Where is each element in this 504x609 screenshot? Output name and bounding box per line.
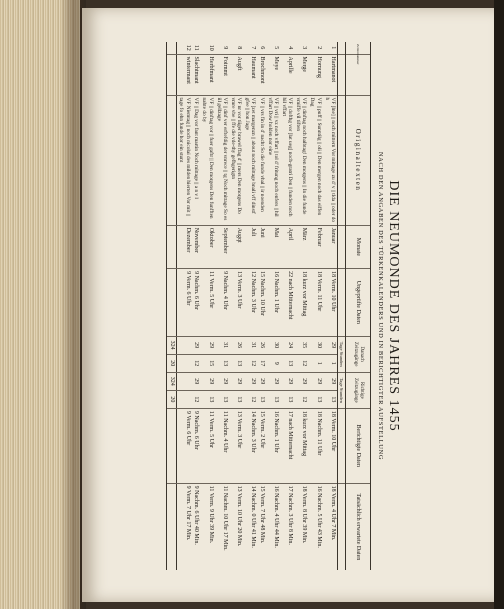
month-name: Augqt <box>229 225 243 268</box>
month-name: Juni <box>257 225 266 268</box>
totals-row <box>167 42 177 570</box>
danach-hours: 12 <box>192 354 201 372</box>
richtige-days: 29 <box>308 372 322 390</box>
danach-days: 26 <box>257 336 266 354</box>
richtige-days: 29 <box>323 372 338 390</box>
month-old-name: Hartmanot <box>323 54 338 95</box>
corrected-date: 18 Nachm. 11 Uhr <box>308 408 322 483</box>
page-title: DIE NEUMONDE DES JAHRES 1455 <box>386 180 401 432</box>
row-number: 5 <box>273 46 280 50</box>
col-original-header: Originaltexten <box>346 95 371 225</box>
total-empty <box>167 54 177 95</box>
corrected-date: 16 Nachm. 1 Uhr <box>266 408 280 483</box>
corrected-date: 18 Verm. 10 Uhr <box>323 408 338 483</box>
danach-days: 29 <box>323 336 338 354</box>
table-row <box>294 42 308 570</box>
actual-date: 14 Nachm. 0 Uhr 41 Min. <box>243 483 257 570</box>
total-empty <box>167 269 177 337</box>
subheader-empty <box>337 408 345 483</box>
corrected-date: 9 Verm. 6 Uhr <box>177 408 192 483</box>
subheader-empty <box>337 54 345 95</box>
richtige-days: 29 <box>257 372 266 390</box>
danach-subheader: Tage Stunden <box>337 336 345 372</box>
month-old-name: wintermant <box>177 54 192 95</box>
actual-date: 18 Verm. 8 Uhr 39 Min. <box>294 483 308 570</box>
col-richtige-header: Richtige Zeitzugänge <box>346 372 371 408</box>
danach-hours: 17 <box>257 354 266 372</box>
table-body <box>167 42 337 570</box>
month-name: Januar <box>323 225 338 268</box>
unchecked-date: 16 Nachm. 1 Uhr <box>266 269 280 337</box>
danach-days: 31 <box>243 336 257 354</box>
subheader-empty <box>337 483 345 570</box>
month-name: Februar <box>308 225 322 268</box>
richtige-days: 29 <box>192 372 201 390</box>
month-name: Dezember <box>177 225 192 268</box>
row-number: 11 <box>193 44 200 51</box>
unchecked-date: 18 Verm. 10 Uhr <box>323 269 338 337</box>
danach-hours: 13 <box>229 354 243 372</box>
table-row <box>243 42 257 570</box>
richtige-hours: 13 <box>229 390 243 408</box>
table-row <box>192 42 201 570</box>
row-number: 12 <box>184 44 191 51</box>
unchecked-date: 9 Nachm. 4 Uhr <box>215 269 229 337</box>
row-number: 1 <box>329 46 336 50</box>
total-empty <box>167 42 177 54</box>
month-old-name: Hornung <box>308 54 322 95</box>
danach-hours <box>177 354 192 372</box>
danach-days: 29 <box>200 336 214 354</box>
original-text: VF || dinf ver erftefdig der vnrece || tg Noch mittage So es iil gellzage <box>215 95 229 225</box>
col-unchecked-header: Ungeprüfte Daten <box>346 269 371 337</box>
original-text: VF || Dag vor fant martin Noch mittage || a n v l <box>192 95 201 225</box>
richtige-hours: 13 <box>308 390 322 408</box>
actual-date: 13 Verm. 10 Uhr 20 Min. <box>229 483 243 570</box>
danach-hours: 15 <box>200 354 214 372</box>
danach-hours: 1 <box>323 354 338 372</box>
month-old-name: Foirnmt <box>215 54 229 95</box>
table-row <box>257 42 266 570</box>
col-month-header: Monate <box>346 225 371 268</box>
unchecked-date: 9 Verm. 6 Uhr <box>177 269 192 337</box>
unchecked-date: 11 Verm. 5 Uhr <box>200 269 214 337</box>
richtige-hours: 13 <box>323 390 338 408</box>
month-name: September <box>215 225 229 268</box>
table-row <box>215 42 229 570</box>
original-text: VF || puff || Sunntilg || oli || Den mergen noch das eiffen Dag <box>308 95 322 225</box>
danach-days: 35 <box>294 336 308 354</box>
month-name: Juli <box>243 225 257 268</box>
corrected-date: 11 Verm. 5 Uhr <box>200 408 214 483</box>
original-text: VF || vrs fin in d' nacht So die funde vhal || ir noenden <box>257 95 266 225</box>
row-number: 9 <box>221 46 228 50</box>
original-text: VF Niemtag || noch nicolai des milden hierten Vor mit || tage fo ehn funde hor ein stunt <box>177 95 192 225</box>
richtige-hours: 12 <box>294 390 308 408</box>
richtige-hours: 13 <box>280 390 294 408</box>
total-d1: 324 <box>167 336 177 354</box>
row-number: 4 <box>287 46 294 50</box>
richtige-days: 29 <box>243 372 257 390</box>
richtige-days: 29 <box>200 372 214 390</box>
actual-date: 16 Nachm. 4 Uhr 44 Min. <box>266 483 280 570</box>
danach-days: 24 <box>280 336 294 354</box>
danach-days <box>177 336 192 354</box>
total-empty <box>167 408 177 483</box>
danach-hours: 12 <box>294 354 308 372</box>
col-danach-header: Danach Zeitzugänge <box>346 336 371 372</box>
actual-date: 9 Nachm. 6 Uhr 40 Min. <box>192 483 201 570</box>
richtige-subheader: Tage Stunden <box>337 372 345 408</box>
danach-days: 26 <box>229 336 243 354</box>
danach-hours: 1 <box>308 354 322 372</box>
unchecked-date: 22 nach Mitternacht <box>280 269 294 337</box>
total-empty <box>167 483 177 570</box>
month-old-name: Brochmont <box>257 54 266 95</box>
actual-date: 18 Verm. 4 Uhr 7 Min. <box>323 483 338 570</box>
newmoon-table <box>166 42 371 570</box>
richtige-days <box>177 372 192 390</box>
month-old-name: Augft <box>229 54 243 95</box>
col-num-header: Zeilennummer <box>346 42 371 54</box>
month-name: April <box>280 225 294 268</box>
month-old-name: Herbfmant <box>200 54 214 95</box>
month-old-name: Merge <box>294 54 308 95</box>
actual-date: 9 Verm. 7 Uhr 17 Min. <box>177 483 192 570</box>
month-name: März <box>294 225 308 268</box>
original-text: VF [zet margenzn || about noch mittage bnali vff dinstf gfee || hon Jage <box>243 95 257 225</box>
richtige-days: 29 <box>280 372 294 390</box>
corrected-date: 13 Verm. 3 Uhr <box>229 408 243 483</box>
richtige-hours: 13 <box>266 390 280 408</box>
row-number: 2 <box>315 46 322 50</box>
richtige-hours: 13 <box>257 390 266 408</box>
table-row <box>229 42 243 570</box>
original-text: VF nr vor tiiger brawel ffag d' || mers Den morgens Do vmre vbe || ffe die vde-thy gefhgerigtn <box>229 95 243 225</box>
corrected-date: 15 Verm. 2 Uhr <box>257 408 266 483</box>
month-name: November <box>192 225 201 268</box>
unchecked-date: 9 Nachm. 6 Uhr <box>192 269 201 337</box>
subheader-empty <box>337 269 345 337</box>
row-number: 8 <box>235 46 242 50</box>
unchecked-date: 12 Nachm. 3 Uhr <box>243 269 257 337</box>
richtige-days: 29 <box>266 372 280 390</box>
month-old-name: Slachtmant <box>192 54 201 95</box>
subheader-empty <box>337 95 345 225</box>
col-actual-header: Tatsächlich erwartete Daten <box>346 483 371 570</box>
unchecked-date: 18 kurz vor Mittag <box>294 269 308 337</box>
corrected-date: 11 Nachm. 4 Uhr <box>215 408 229 483</box>
richtige-days: 29 <box>229 372 243 390</box>
subheader-empty <box>337 42 345 54</box>
actual-date: 11 Nachm. 10 Uhr 17 Min. <box>215 483 229 570</box>
table-row <box>308 42 322 570</box>
table-row <box>280 42 294 570</box>
actual-date: 16 Nachm. 5 Uhr 43 Min. <box>308 483 322 570</box>
actual-date: 11 Verm. 9 Uhr 39 Min. <box>200 483 214 570</box>
danach-days: 30 <box>266 336 280 354</box>
page-subtitle: NACH DEN ANGABEN DES TÜRKENKALENDERS UND IN BERICHTIGTER AUFSTELLUNG <box>377 151 384 461</box>
original-text: VF || dinftag noch halbtag! Den morgens || In die funde vmiffe vil tiften <box>294 95 308 225</box>
subheader-empty <box>337 225 345 268</box>
total-empty <box>167 225 177 268</box>
corrected-date: 18 kurz vor Mittag <box>294 408 308 483</box>
richtige-hours <box>177 390 192 408</box>
table-row <box>200 42 214 570</box>
unchecked-date: 13 Verm. 3 Uhr <box>229 269 243 337</box>
richtige-days: 29 <box>294 372 308 390</box>
unchecked-date: 15 Nachm. 10 Uhr <box>257 269 266 337</box>
total-r2: 20 <box>167 390 177 408</box>
danach-hours: 9 <box>266 354 280 372</box>
original-text: VF || dofthg vor [lat ueg] noch-gratri Den || funden noch hil vffart <box>280 95 294 225</box>
total-empty <box>167 95 177 225</box>
row-number: 7 <box>250 46 257 50</box>
original-text: VF || dinftag vor || fuer gaftr || Den morgens Den funfften nahte do by <box>200 95 214 225</box>
richtige-hours: 12 <box>243 390 257 408</box>
corrected-date: 14 Nachm. 3 Uhr <box>243 408 257 483</box>
month-old-name: Meye <box>266 54 280 95</box>
corrected-date: 9 Nachm. 6 Uhr <box>192 408 201 483</box>
actual-date: 15 Verm. 7 Uhr 48 Min. <box>257 483 266 570</box>
month-name: Oktober <box>200 225 214 268</box>
danach-days: 31 <box>215 336 229 354</box>
danach-days: 29 <box>192 336 201 354</box>
month-old-name: Aprille <box>280 54 294 95</box>
table-row <box>323 42 338 570</box>
table-row <box>177 42 192 570</box>
richtige-days: 29 <box>215 372 229 390</box>
rotated-table-area <box>75 42 405 570</box>
total-r1: 324 <box>167 372 177 390</box>
row-number: 10 <box>207 44 214 51</box>
col-corrected-header: Berichtigte Daten <box>346 408 371 483</box>
danach-hours: 13 <box>280 354 294 372</box>
danach-days: 30 <box>308 336 322 354</box>
unchecked-date: 18 Verm. 11 Uhr <box>308 269 322 337</box>
richtige-hours: 12 <box>192 390 201 408</box>
original-text: VF || vri || vz noch vffart || tol d' fritung noch enfers || hil vffart Dow holden nor eine <box>266 95 280 225</box>
page-edge-shadow <box>494 0 504 609</box>
original-text: VF [lne] || noch mittern Vor mittage zu d' v || tlda || oder do h <box>323 95 338 225</box>
danach-hours: 13 <box>215 354 229 372</box>
danach-hours: 12 <box>243 354 257 372</box>
row-number: 3 <box>301 46 308 50</box>
corrected-date: 17 nach Mitternacht <box>280 408 294 483</box>
row-number: 6 <box>258 46 265 50</box>
richtige-hours: 13 <box>215 390 229 408</box>
actual-date: 17 Nachm. 3 Uhr 8 Min. <box>280 483 294 570</box>
richtige-hours: 13 <box>200 390 214 408</box>
table-row <box>266 42 280 570</box>
month-old-name: Haumant <box>243 54 257 95</box>
total-d2: 20 <box>167 354 177 372</box>
month-name: Mai <box>266 225 280 268</box>
